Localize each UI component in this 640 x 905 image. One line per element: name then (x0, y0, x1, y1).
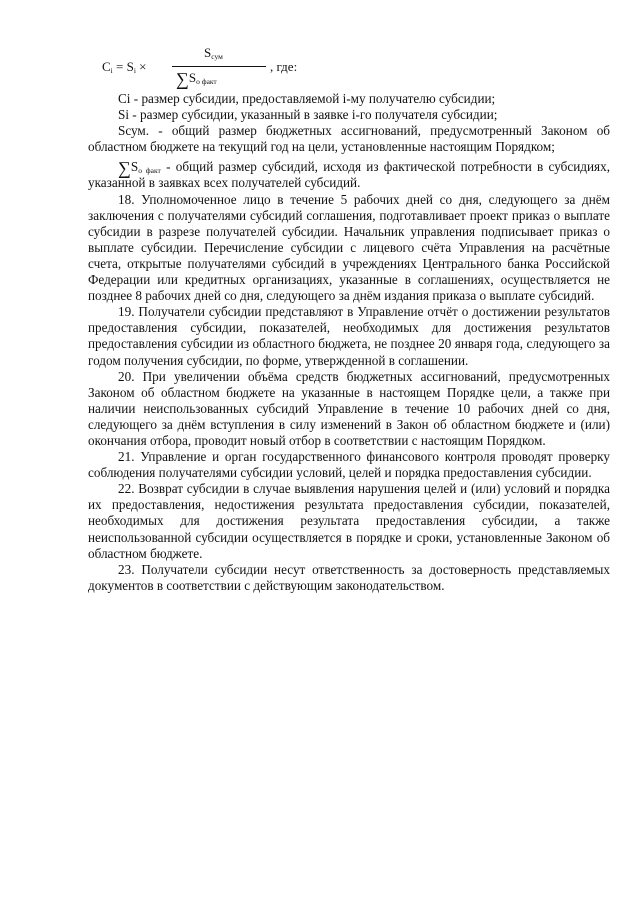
formula-fraction (170, 44, 266, 90)
definition-ssum: Sсум. - общий размер бюджетных ассигнований, предусмотренный Законом об областном бюджете на текущий год на цели, установленные настоящим Порядком; (88, 123, 610, 155)
formula-numerator: $S_{сум}$ (204, 45, 223, 61)
fraction-bar (172, 66, 266, 67)
definition-si: Si - размер субсидии, указанный в заявке i-го получателя субсидии; (118, 107, 498, 123)
paragraph-23: 23. Получатели субсидии несут ответственность за достоверность представляемых документов в соответствии с действующим законодательством. (88, 561, 610, 593)
subsidy-formula (102, 44, 302, 94)
paragraph-20: 20. При увеличении объёма средств бюджетных ассигнований, предусмотренных Законом об областном бюджете на указанные в настоящем Порядке цели, а также при наличии неиспользованных субсидий Управление в течение 10 рабочих дней со дня, следующего за днём вступления в силу изменений в Закон об областном бюджете и (или) окончания отбора, проводит новый отбор в соответствии с настоящим Порядком. (88, 368, 610, 448)
definition-ci: Ci - размер субсидии, предоставляемой i-му получателю субсидии; (118, 91, 496, 106)
formula-lhs: $C_i = S_i$ × (102, 59, 147, 75)
paragraph-19: 19. Получатели субсидии представляют в Управление отчёт о достижении результатов предоставления субсидии, показателей, необходимых для достижения результатов предоставления субсидии из областного бюджета, не позднее 20 января года, следующего за годом получения субсидии, по форме, утвержденной в соглашении. (88, 304, 610, 368)
definition-sfact: $\sum S_{о факт}$ - общий размер субсидий, исходя из фактической потребности в субсидиях, указанной в заявках всех получателей субсидий. (88, 158, 610, 191)
formula-denominator: $\sum S_{о факт}$ (176, 69, 217, 89)
formula-tail: , где: (270, 59, 298, 74)
paragraph-22: 22. Возврат субсидии в случае выявления нарушения целей и (или) условий и порядка их предоставления, недостижения результата предоставления субсидии, показателей, необходимых для достижения результата предоставления субсидии, а также неиспользованной субсидии осуществляется в порядке и сроки, установленные Законом об областном бюджете. (88, 481, 610, 561)
paragraph-21: 21. Управление и орган государственного финансового контроля проводят проверку соблюдения получателями субсидии условий, целей и порядка предоставления субсидии. (88, 449, 610, 481)
paragraph-18: 18. Уполномоченное лицо в течение 5 рабочих дней со дня, следующего за днём заключения с получателями субсидий соглашения, подготавливает проект приказ о выплате субсидии в разрезе получателей субсидии. Начальник управления подписывает приказ о выплате субсидии. Перечисление субсидии с лицевого счёта Управления на расчётные счета, открытые получателями субсидий в учреждениях Центрального банка Российской Федерации или кредитных организациях, указанные в соглашениях, осуществляется не позднее 8 рабочих дней со дня, следующего за днём издания приказа о выплате субсидий. (88, 191, 610, 304)
document-body (88, 91, 610, 594)
